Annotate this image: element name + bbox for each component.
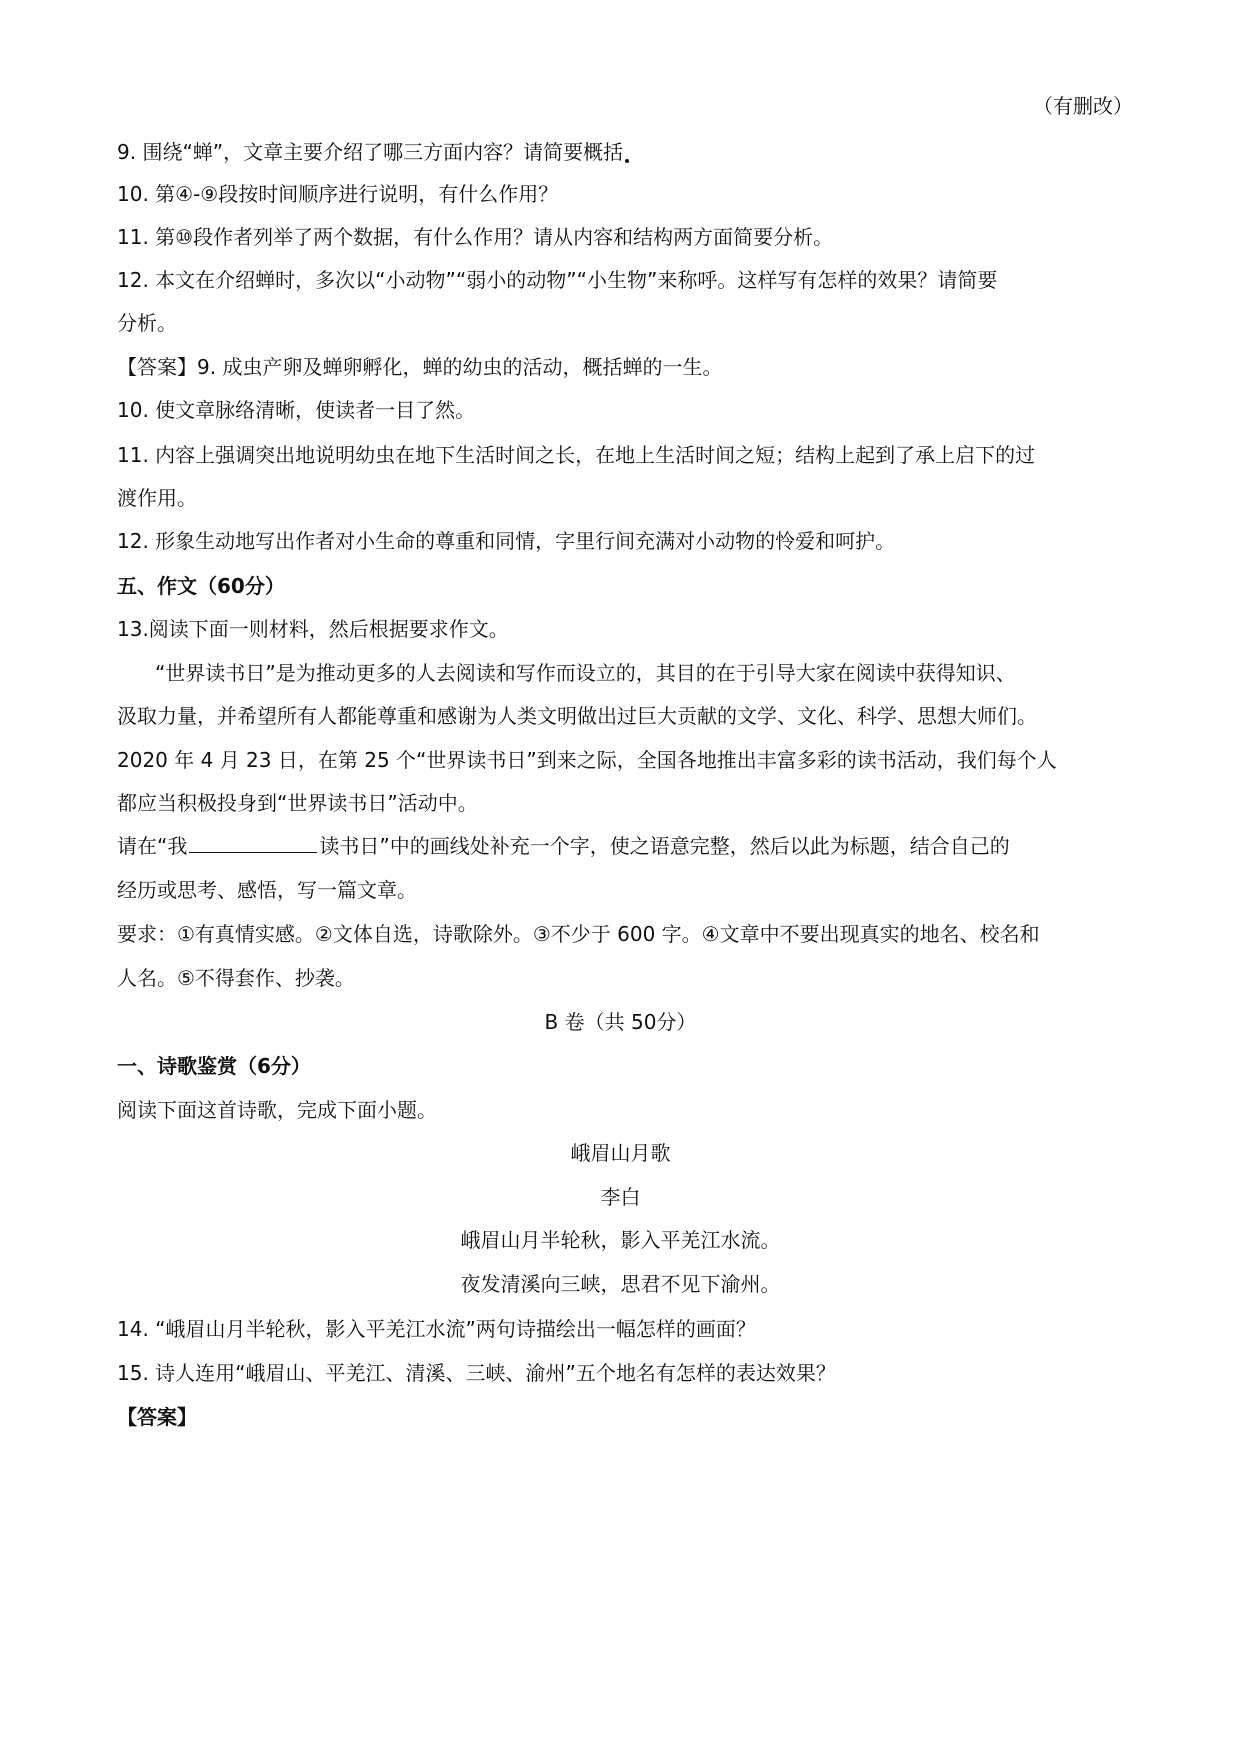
prompt-part2: 读书日”中的画线处补充一个字，使之语意完整，然后以此为标题，结合自己的 [319,834,1010,858]
poem-author: 李白 [600,1185,641,1209]
question-11: 11. 第⑩段作者列举了两个数据，有什么作用？请从内容和结构两方面简要分析。 [117,225,834,249]
emphasis-dot [625,159,629,163]
question-9-text: 9. 围绕“蝉”，文章主要介绍了哪三方面内容？请简要概括 [117,140,624,164]
composition-heading: 五、作文（60分） [117,574,285,598]
answer-12: 12. 形象生动地写出作者对小生命的尊重和同情，字里行间充满对小动物的怜爱和呵护。 [117,529,896,553]
question-9 [117,138,629,166]
answer-label: 【答案】 [117,1405,197,1429]
revision-note: （有删改） [1033,94,1133,118]
material-line2: 汲取力量，并希望所有人都能尊重和感谢为人类文明做出过巨大贡献的文学、文化、科学、思想大师们。 [117,704,1037,728]
answer-11-line1: 11. 内容上强调突出地说明幼虫在地下生活时间之长，在地上生活时间之短；结构上起到了承上启下的过 [117,443,1036,467]
poem-line2: 夜发清溪向三峡，思君不见下渝州。 [460,1272,781,1296]
material-line1: “世界读书日”是为推动更多的人去阅读和写作而设立的，其目的在于引导大家在阅读中获得知识、 [155,661,1016,685]
answer-11-line2: 渡作用。 [117,486,197,510]
question-13: 13.阅读下面一则材料，然后根据要求作文。 [117,617,509,641]
question-14: 14. “峨眉山月半轮秋，影入平羌江水流”两句诗描绘出一幅怎样的画面？ [117,1317,756,1341]
poetry-instruction: 阅读下面这首诗歌，完成下面小题。 [117,1098,437,1122]
material-line4: 都应当积极投身到“世界读书日”活动中。 [117,791,478,815]
answer-10: 10. 使文章脉络清晰，使读者一目了然。 [117,398,476,422]
question-15: 15. 诗人连用“峨眉山、平羌江、清溪、三峡、渝州”五个地名有怎样的表达效果？ [117,1361,836,1385]
answer-9: 【答案】9. 成虫产卵及蝉卵孵化，蝉的幼虫的活动，概括蝉的一生。 [117,355,723,379]
poem-title: 峨眉山月歌 [570,1141,671,1165]
question-12-line1: 12. 本文在介绍蝉时，多次以“小动物”“弱小的动物”“小生物”来称呼。这样写有怎样的效果？请简要 [117,268,998,292]
composition-prompt-line2: 经历或思考、感悟，写一篇文章。 [117,878,417,902]
poem-line1: 峨眉山月半轮秋，影入平羌江水流。 [460,1228,781,1252]
requirements-line1: 要求：①有真情实感。②文体自选，诗歌除外。③不少于 600 字。④文章中不要出现真实的地名、校名和 [117,922,1040,946]
question-12-line2: 分析。 [117,311,177,335]
poetry-heading: 一、诗歌鉴赏（6分） [117,1054,311,1078]
fill-blank-line [189,832,317,853]
section-b-title: B 卷（共 50分） [544,1010,697,1034]
material-line3: 2020 年 4 月 23 日，在第 25 个“世界读书日”到来之际，全国各地推出丰富多彩的读书活动，我们每个人 [117,748,1057,772]
question-10: 10. 第④-⑨段按时间顺序进行说明，有什么作用？ [117,182,559,206]
requirements-line2: 人名。⑤不得套作、抄袭。 [117,966,355,990]
composition-prompt-line1 [117,832,1010,860]
prompt-part1: 请在“我 [117,834,188,858]
